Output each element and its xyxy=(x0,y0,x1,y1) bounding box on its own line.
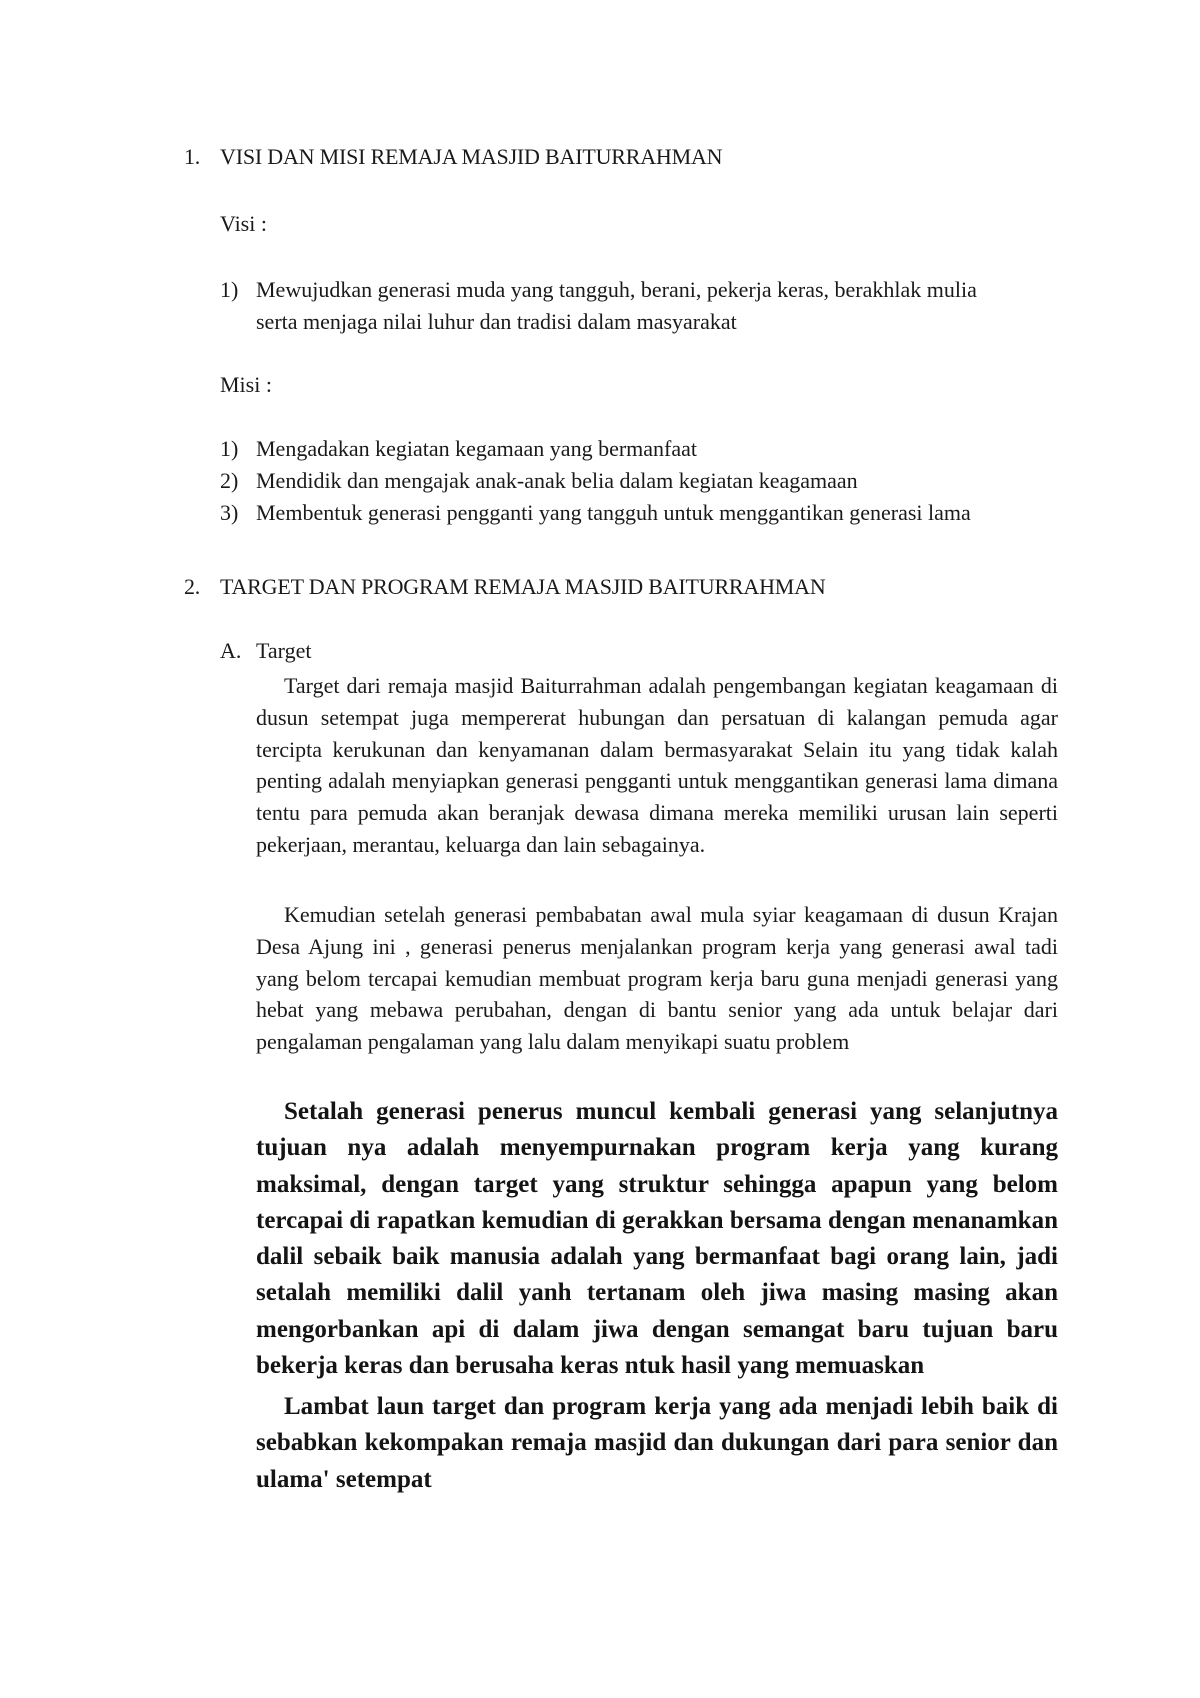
visi-label: Visi : xyxy=(220,211,267,236)
section-1-number: 1. xyxy=(184,144,201,169)
misi-item-text: Membentuk generasi pengganti yang tangguh untuk menggantikan generasi lama xyxy=(256,500,971,525)
visi-item-marker: 1) xyxy=(220,277,239,302)
misi-item-marker: 2) xyxy=(220,468,239,493)
target-paragraph: Target dari remaja masjid Baiturrahman adalah pengembangan kegiatan keagamaan di dusun setempat juga mempererat hubungan dan persatuan di kalangan pemuda agar tercipta kerukunan dan kenyamanan dalam bermasyarakat Selain itu yang tidak kalah penting adalah menyiapkan generasi pengganti untuk menggantikan generasi lama dimana tentu para pemuda akan beranjak dewasa dimana mereka memiliki urusan lain seperti pekerjaan, merantau, keluarga dan lain sebagainya. xyxy=(256,673,1058,857)
misi-item-text: Mendidik dan mengajak anak-anak belia dalam kegiatan keagamaan xyxy=(256,468,858,493)
visi-item-line: Mewujudkan generasi muda yang tangguh, berani, pekerja keras, berakhlak mulia xyxy=(256,277,977,302)
section-2-title: TARGET DAN PROGRAM REMAJA MASJID BAITURRAHMAN xyxy=(220,574,826,599)
bold-paragraph: Lambat laun target dan program kerja yang ada menjadi lebih baik di sebabkan kekompakan remaja masjid dan dukungan dari para senior dan ulama' setempat xyxy=(256,1393,1058,1493)
misi-item-marker: 3) xyxy=(220,500,239,525)
misi-item-text: Mengadakan kegiatan kegamaan yang bermanfaat xyxy=(256,436,698,461)
subsection-a-marker: A. xyxy=(220,638,242,663)
subsection-a-heading xyxy=(220,638,620,668)
target-paragraph: Kemudian setelah generasi pembabatan awal mula syiar keagamaan di dusun Krajan Desa Ajung ini , generasi penerus menjalankan program kerja yang generasi awal tadi yang belom tercapai kemudian membuat program kerja baru guna menjadi generasi yang hebat yang mebawa perubahan, dengan di bantu senior yang ada untuk belajar dari pengalaman pengalaman yang lalu dalam menyikapi suatu problem xyxy=(256,902,1058,1055)
section-1-title: VISI DAN MISI REMAJA MASJID BAITURRAHMAN xyxy=(220,144,723,169)
section-2-heading xyxy=(184,574,1084,604)
section-1-heading xyxy=(184,144,1084,174)
misi-item xyxy=(220,436,1080,466)
misi-item xyxy=(220,500,1080,530)
subsection-a-title: Target xyxy=(256,638,312,663)
misi-item-marker: 1) xyxy=(220,436,239,461)
bold-paragraph: Setalah generasi penerus muncul kembali generasi yang selanjutnya tujuan nya adalah menyempurnakan program kerja yang kurang maksimal, dengan target yang struktur sehingga apapun yang belom tercapai di rapatkan kemudian di gerakkan bersama dengan menanamkan dalil sebaik baik manusia adalah yang bermanfaat bagi orang lain, jadi setalah memiliki dalil yanh tertanam oleh jiwa masing masing akan mengorbankan api di dalam jiwa dengan semangat baru tujuan baru bekerja keras dan berusaha keras ntuk hasil yang memuaskan xyxy=(256,1098,1058,1380)
visi-item-line: serta menjaga nilai luhur dan tradisi dalam masyarakat xyxy=(256,309,737,334)
section-2-number: 2. xyxy=(184,574,201,599)
misi-item xyxy=(220,468,1080,498)
visi-item xyxy=(220,277,1080,341)
misi-label: Misi : xyxy=(220,372,272,397)
